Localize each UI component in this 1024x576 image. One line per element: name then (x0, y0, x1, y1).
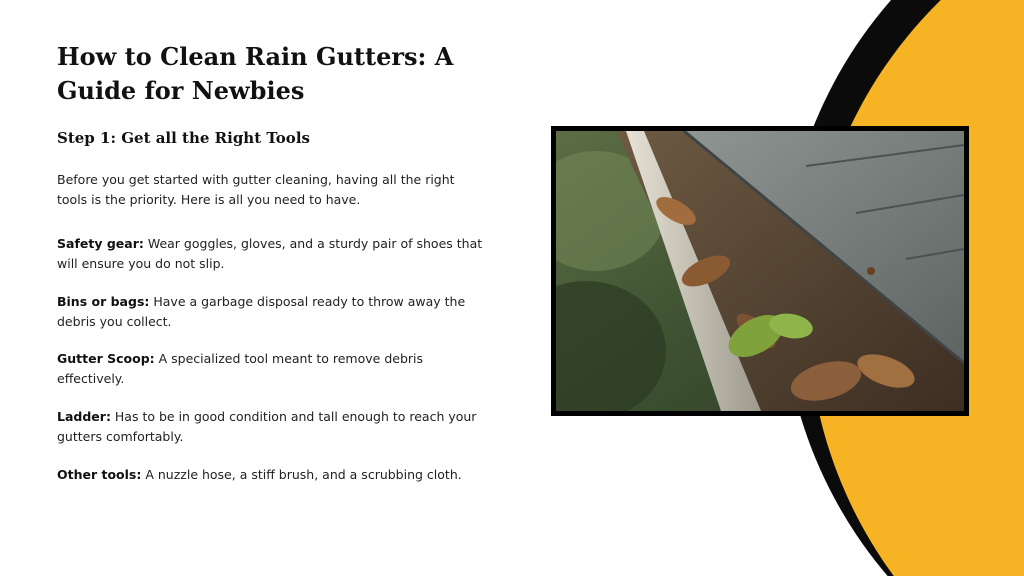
tool-description: A nuzzle hose, a stiff brush, and a scrubbing cloth. (141, 467, 462, 482)
page-title: How to Clean Rain Gutters: A Guide for Newbies (57, 42, 454, 105)
tool-description: A specialized tool meant to remove debris effectively. (57, 351, 423, 386)
gutter-photo (556, 131, 964, 411)
tool-name: Ladder: (57, 409, 111, 424)
intro-paragraph: Before you get started with gutter cleaning, having all the right tools is the priority. Here is all you need to have. (57, 172, 455, 207)
step-heading: Step 1: Get all the Right Tools (57, 129, 310, 147)
tool-description: Wear goggles, gloves, and a sturdy pair of shoes that will ensure you do not slip. (57, 236, 483, 271)
tool-name: Bins or bags: (57, 294, 150, 309)
tool-description: Has to be in good condition and tall enough to reach your gutters comfortably. (57, 409, 477, 444)
tool-item-safety-gear (57, 234, 487, 273)
gutter-photo-frame (551, 126, 969, 416)
tool-name: Safety gear: (57, 236, 144, 251)
tool-item-bins-bags (57, 292, 487, 331)
tool-item-other-tools (57, 465, 487, 485)
tool-name: Gutter Scoop: (57, 351, 155, 366)
tool-item-ladder (57, 407, 487, 446)
tool-name: Other tools: (57, 467, 142, 482)
tool-item-gutter-scoop (57, 349, 487, 388)
tool-description: Have a garbage disposal ready to throw away the debris you collect. (57, 294, 466, 329)
